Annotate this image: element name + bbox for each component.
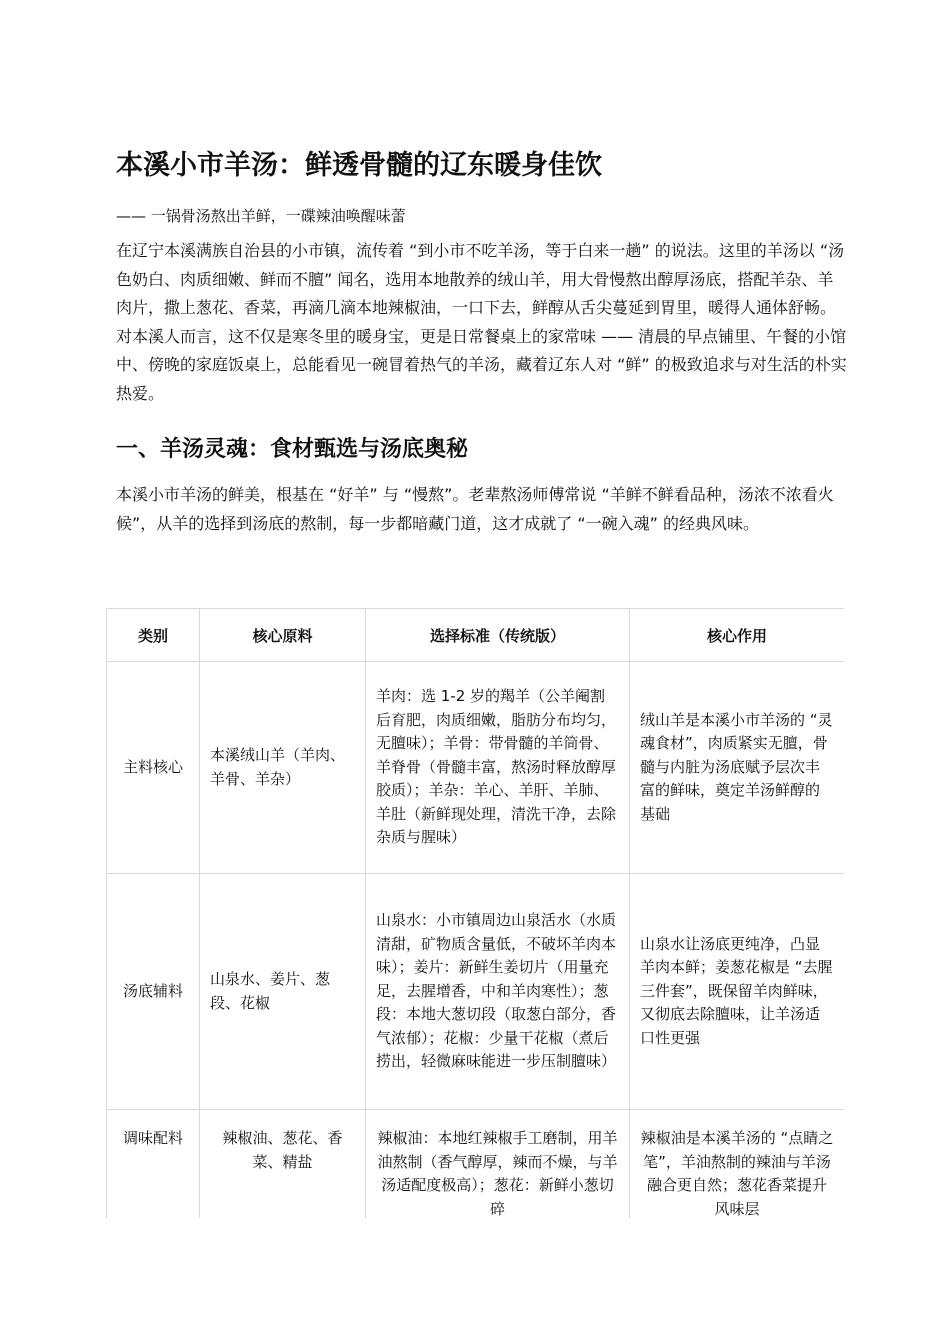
- role-cell: 绒山羊是本溪小市羊汤的 “灵魂食材”，肉质紧实无膻，骨髓与内脏为汤底赋予层次丰富的鲜味，奠定羊汤鲜醇的基础: [630, 662, 845, 874]
- table-header: 类别: [107, 609, 200, 662]
- page-title: 本溪小市羊汤：鲜透骨髓的辽东暖身佳饮: [116, 150, 602, 181]
- table-row: [107, 874, 845, 1110]
- ingredients-table: [106, 608, 844, 1218]
- table-row: [107, 662, 845, 874]
- category-cell: 主料核心: [107, 662, 200, 874]
- ingredients-cell: 辣椒油、葱花、香菜、精盐: [200, 1110, 366, 1219]
- standard-cell: 山泉水：小市镇周边山泉活水（水质清甜，矿物质含量低，不破坏羊肉本味）；姜片：新鲜生姜切片（用量充足，去腥增香，中和羊肉寒性）；葱段：本地大葱切段（取葱白部分，香气浓郁）；花椒：少量干花椒（煮后捞出，轻微麻味能进一步压制膻味）: [366, 874, 630, 1110]
- table-row: [107, 1110, 845, 1219]
- ingredients-cell: 本溪绒山羊（羊肉、羊骨、羊杂）: [200, 662, 366, 874]
- table-header: 核心原料: [200, 609, 366, 662]
- standard-cell: 羊肉：选 1-2 岁的羯羊（公羊阉割后育肥，肉质细嫩，脂肪分布均匀，无膻味）；羊骨：带骨髓的羊筒骨、羊脊骨（骨髓丰富，熬汤时释放醇厚胶质）；羊杂：羊心、羊肝、羊肺、羊肚（新鲜现处理，清洗干净，去除杂质与腥味）: [366, 662, 630, 874]
- role-cell: 辣椒油是本溪羊汤的 “点睛之笔”，羊油熬制的辣油与羊汤融合更自然；葱花香菜提升风味层: [630, 1110, 845, 1219]
- intro-paragraph: 在辽宁本溪满族自治县的小市镇，流传着 “到小市不吃羊汤，等于白来一趟” 的说法。这里的羊汤以 “汤色奶白、肉质细嫩、鲜而不膻” 闻名，选用本地散养的绒山羊，用大骨慢熬出醇厚汤底，搭配羊杂、羊肉片，撒上葱花、香菜，再滴几滴本地辣椒油，一口下去，鲜醇从舌尖蔓延到胃里，暖得人通体舒畅。对本溪人而言，这不仅是寒冬里的暖身宝，更是日常餐桌上的家常味 —— 清晨的早点铺里、午餐的小馆中、傍晚的家庭饭桌上，总能看见一碗冒着热气的羊汤，藏着辽东人对 “鲜” 的极致追求与对生活的朴实热爱。: [116, 241, 847, 403]
- page-subtitle: —— 一锅骨汤熬出羊鲜，一碟辣油唤醒味蕾: [116, 207, 406, 225]
- category-cell: 汤底辅料: [107, 874, 200, 1110]
- ingredients-table-container: [106, 608, 844, 1218]
- table-header-row: [107, 609, 845, 662]
- section-heading: 一、羊汤灵魂：食材甄选与汤底奥秘: [116, 437, 469, 462]
- standard-cell: 辣椒油：本地红辣椒手工磨制，用羊油熬制（香气醇厚，辣而不燥，与羊汤适配度极高）；葱花：新鲜小葱切碎: [366, 1110, 630, 1219]
- table-header: 选择标准（传统版）: [366, 609, 630, 662]
- category-cell: 调味配料: [107, 1110, 200, 1219]
- role-cell: 山泉水让汤底更纯净，凸显羊肉本鲜；姜葱花椒是 “去腥三件套”，既保留羊肉鲜味，又彻底去除膻味，让羊汤适口性更强: [630, 874, 845, 1110]
- section-paragraph: 本溪小市羊汤的鲜美，根基在 “好羊” 与 “慢熬”。老辈熬汤师傅常说 “羊鲜不鲜看品种，汤浓不浓看火候”，从羊的选择到汤底的熬制，每一步都暗藏门道，这才成就了 “一碗入魂” 的经典风味。: [116, 485, 834, 533]
- table-header: 核心作用: [630, 609, 845, 662]
- ingredients-cell: 山泉水、姜片、葱段、花椒: [200, 874, 366, 1110]
